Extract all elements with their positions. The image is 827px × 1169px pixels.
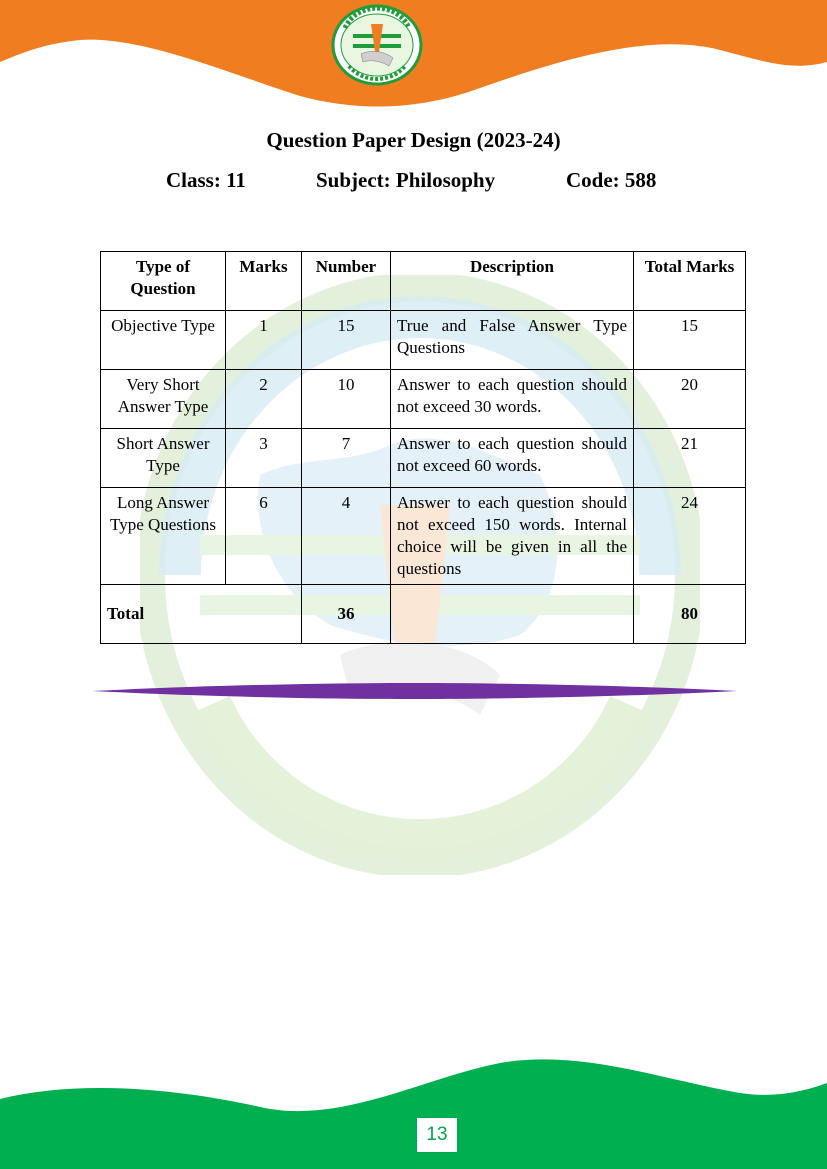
table-row — [101, 311, 746, 370]
table-header-row — [101, 252, 746, 311]
cell-total: 24 — [634, 488, 746, 585]
page-title: Question Paper Design (2023-24) — [266, 128, 561, 152]
cell-type: Short Answer Type — [101, 429, 226, 488]
cell-type: Very Short Answer Type — [101, 370, 226, 429]
board-logo-icon — [331, 4, 423, 86]
purple-divider — [92, 683, 737, 699]
cell-total: 15 — [634, 311, 746, 370]
total-label: Total — [101, 585, 302, 644]
table-row — [101, 429, 746, 488]
cell-description: Answer to each question should not exceed 60 words. — [391, 429, 634, 488]
subject-label: Subject: Philosophy — [316, 168, 496, 192]
cell-number: 4 — [302, 488, 391, 585]
table-total-row — [101, 585, 746, 644]
cell-marks: 6 — [226, 488, 302, 585]
table-row — [101, 370, 746, 429]
class-label: Class: 11 — [166, 168, 246, 192]
question-paper-table — [100, 251, 746, 644]
header-type: Type of Question — [101, 252, 226, 311]
page-number: 13 — [416, 1117, 458, 1153]
header-number: Number — [302, 252, 391, 311]
cell-type: Long Answer Type Questions — [101, 488, 226, 585]
cell-total: 21 — [634, 429, 746, 488]
cell-marks: 2 — [226, 370, 302, 429]
total-number: 36 — [302, 585, 391, 644]
header-description: Description — [391, 252, 634, 311]
header-marks: Marks — [226, 252, 302, 311]
cell-type: Objective Type — [101, 311, 226, 370]
cell-number: 7 — [302, 429, 391, 488]
cell-description: Answer to each question should not exceed 150 words. Internal choice will be given in all the questions — [391, 488, 634, 585]
code-label: Code: 588 — [566, 168, 657, 192]
cell-number: 15 — [302, 311, 391, 370]
bottom-wave-decoration — [0, 1049, 827, 1169]
cell-number: 10 — [302, 370, 391, 429]
header-total-marks: Total Marks — [634, 252, 746, 311]
cell-marks: 1 — [226, 311, 302, 370]
cell-description: True and False Answer Type Questions — [391, 311, 634, 370]
total-marks: 80 — [634, 585, 746, 644]
cell-marks: 3 — [226, 429, 302, 488]
total-description — [391, 585, 634, 644]
cell-description: Answer to each question should not exceed 30 words. — [391, 370, 634, 429]
cell-total: 20 — [634, 370, 746, 429]
table-row — [101, 488, 746, 585]
